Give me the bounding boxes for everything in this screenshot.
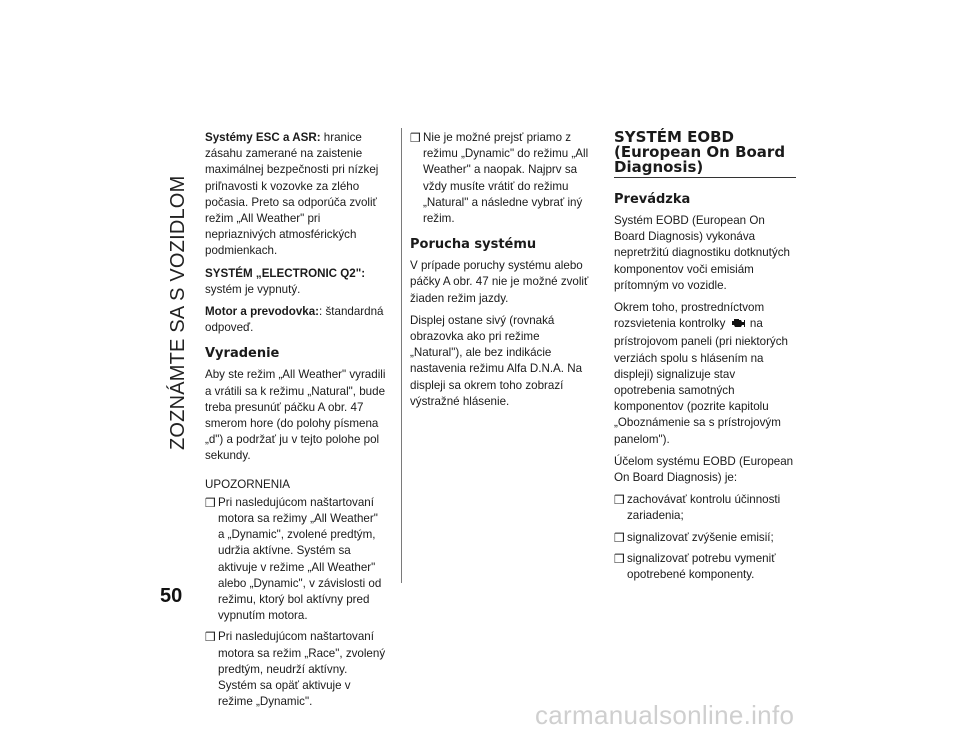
- list-item-text: zachovávať kontrolu účinnosti zariadenia;: [627, 493, 781, 523]
- list-item: [410, 130, 592, 227]
- checkbox-bullet-icon: ❒: [205, 630, 216, 645]
- engine-gearbox-label: Motor a prevodovka:: [205, 305, 320, 319]
- warnings-label: UPOZORNENIA: [205, 477, 291, 491]
- checkbox-bullet-icon: ❒: [410, 131, 421, 145]
- warning-light-text-after: na prístrojovom paneli (pri niektorých verziách spolu s hlásením na displeji) signalizuje stav opotrebenia samotných komponentov (pozrite kapitolu „Oboznámenie sa s prístrojovým panelom").: [614, 317, 788, 446]
- list-item: [205, 495, 387, 625]
- heading-vyradenie: Vyradenie: [205, 346, 280, 362]
- list-item-text: signalizovať potrebu vymeniť opotrebené komponenty.: [627, 551, 776, 582]
- paragraph-electronic-q2: [205, 266, 387, 298]
- checkbox-bullet-icon: ❒: [614, 493, 625, 508]
- list-item: [614, 492, 796, 524]
- paragraph-purpose: Účelom systému EOBD (European On Board Diagnosis) je:: [614, 454, 794, 485]
- paragraph-display: Displej ostane sivý (rovnaká obrazovka ako pri režime „Natural"), ale bez indikácie nastavenia režimu Alfa D.N.A. Na displeji sa okrem toho zobrazí výstražné hlásenie.: [410, 313, 583, 408]
- paragraph-warning-light: [614, 300, 796, 448]
- section-title-eobd: SYSTÉM EOBD (European On Board Diagnosis): [614, 130, 796, 178]
- list-item: [614, 530, 796, 546]
- page-number: 50: [160, 585, 183, 607]
- column-3: [614, 130, 796, 588]
- paragraph-deactivation: Aby ste režim „All Weather" vyradili a vrátili sa k režimu „Natural", bude treba presunúť páčku A obr. 47 smerom hore (do polohy písmena „d") a podržať ju v tejto polohe pol sekundy.: [205, 368, 386, 463]
- electronic-q2-text: systém je vypnutý.: [205, 282, 301, 296]
- list-item: [205, 629, 387, 710]
- checkbox-bullet-icon: ❒: [205, 495, 216, 510]
- paragraph-engine-gearbox: [205, 304, 387, 336]
- engine-warning-icon: [730, 317, 746, 334]
- list-item-text: Nie je možné prejsť priamo z režimu „Dynamic" do režimu „All Weather" a naopak. Najprv sa vždy musíte vrátiť do režimu „Natural" a následne vybrať iný režim.: [423, 131, 589, 226]
- paragraph-esc-asr: [205, 130, 387, 260]
- heading-porucha-systemu: Porucha systému: [410, 237, 537, 253]
- checkbox-bullet-icon: ❒: [614, 551, 625, 566]
- heading-prevadzka: Prevádzka: [614, 192, 691, 207]
- list-item: [614, 551, 796, 583]
- column-2: [410, 130, 592, 416]
- column-divider: [401, 128, 402, 583]
- sidebar-chapter-title-text: ZOZNÁMTE SA S VOZIDLOM: [167, 175, 189, 450]
- sidebar-chapter-title: [163, 130, 193, 450]
- column-1: [205, 130, 387, 716]
- paragraph-failure: V prípade poruchy systému alebo páčky A obr. 47 nie je možné zvoliť žiaden režim jazdy.: [410, 259, 589, 305]
- warning-light-text-before: Okrem toho, prostredníctvom rozsvietenia kontrolky: [614, 301, 765, 331]
- esc-asr-label: Systémy ESC a ASR:: [205, 131, 321, 144]
- list-item-text: signalizovať zvýšenie emisií;: [627, 530, 774, 544]
- list-item-text: Pri nasledujúcom naštartovaní motora sa režim „Race", zvolený predtým, neudrží aktívny. Systém sa opäť aktivuje v režime „Dynamic".: [218, 630, 386, 709]
- electronic-q2-label: SYSTÉM „ELECTRONIC Q2":: [205, 266, 366, 280]
- checkbox-bullet-icon: ❒: [614, 530, 625, 545]
- engine-gearbox-text: : štandardná odpoveď.: [205, 305, 384, 335]
- list-item-text: Pri nasledujúcom naštartovaní motora sa režimy „All Weather" a „Dynamic", zvolené predtým, udržia aktívne. Systém sa aktivuje v režime „All Weather" alebo „Dynamic", v závislosti od režimu, ktorý bol aktívny pred vypnutím motora.: [218, 495, 382, 623]
- paragraph-eobd-intro: Systém EOBD (European On Board Diagnosis) vykonáva nepretržitú diagnostiku dotknutých komponentov voči emisiám prítomným vo vozidle.: [614, 214, 790, 292]
- watermark: carmanualsonline.info: [535, 700, 795, 730]
- esc-asr-text: hranice zásahu zamerané na zaistenie maximálnej bezpečnosti pri nízkej priľnavosti k vozovke za zlého počasia. Preto sa odporúča zvoliť režim „All Weather" pri nepriaznivých atmosférických podmienkach.: [205, 131, 379, 258]
